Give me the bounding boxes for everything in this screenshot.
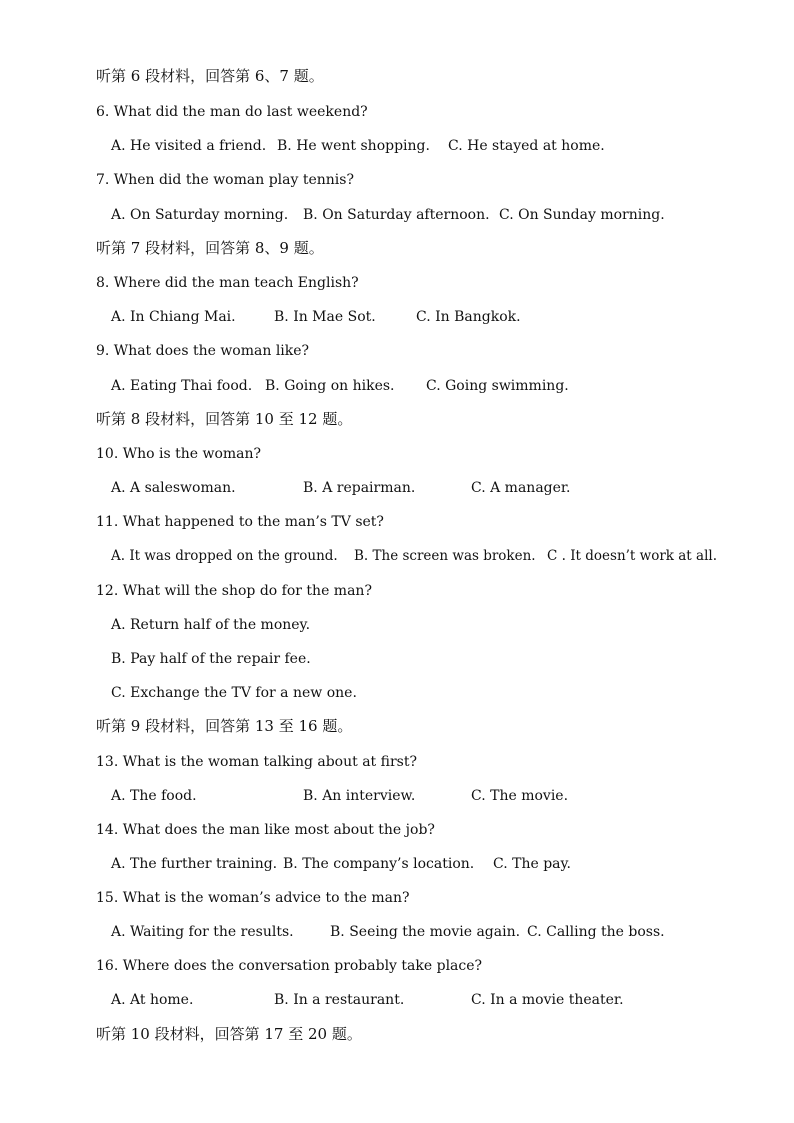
question-6: 6. What did the man do last weekend? bbox=[96, 104, 368, 120]
option-7-a: A. On Saturday morning. bbox=[111, 207, 289, 223]
option-9-b: B. Going on hikes. bbox=[265, 378, 395, 394]
option-12-c: C. Exchange the TV for a new one. bbox=[111, 685, 357, 701]
option-7-b: B. On Saturday afternoon. bbox=[303, 207, 490, 223]
section-heading-6: 听第 6 段材料，回答第 6、7 题。 bbox=[96, 67, 324, 85]
option-13-b: B. An interview. bbox=[303, 788, 416, 804]
section-heading-7: 听第 7 段材料，回答第 8、9 题。 bbox=[96, 239, 324, 257]
option-8-a: A. In Chiang Mai. bbox=[111, 309, 236, 325]
option-6-c: C. He stayed at home. bbox=[448, 138, 605, 154]
option-10-b: B. A repairman. bbox=[303, 480, 416, 496]
option-6-a: A. He visited a friend. bbox=[111, 138, 267, 154]
option-11-a: A. It was dropped on the ground. bbox=[111, 548, 338, 564]
option-9-c: C. Going swimming. bbox=[426, 378, 569, 394]
section-heading-9: 听第 9 段材料，回答第 13 至 16 题。 bbox=[96, 717, 353, 735]
option-16-c: C. In a movie theater. bbox=[471, 992, 624, 1008]
question-7: 7. When did the woman play tennis? bbox=[96, 172, 354, 188]
section-heading-10: 听第 10 段材料，回答第 17 至 20 题。 bbox=[96, 1025, 362, 1043]
question-8: 8. Where did the man teach English? bbox=[96, 275, 359, 291]
option-9-a: A. Eating Thai food. bbox=[111, 378, 253, 394]
option-6-b: B. He went shopping. bbox=[277, 138, 430, 154]
option-15-c: C. Calling the boss. bbox=[527, 924, 665, 940]
option-10-a: A. A saleswoman. bbox=[111, 480, 236, 496]
question-12: 12. What will the shop do for the man? bbox=[96, 583, 372, 599]
option-15-a: A. Waiting for the results. bbox=[111, 924, 294, 940]
option-15-b: B. Seeing the movie again. bbox=[330, 924, 521, 940]
option-11-c: C . It doesn’t work at all. bbox=[547, 548, 717, 564]
option-8-c: C. In Bangkok. bbox=[416, 309, 521, 325]
question-15: 15. What is the woman’s advice to the man? bbox=[96, 890, 410, 906]
question-14: 14. What does the man like most about the job? bbox=[96, 822, 435, 838]
option-14-c: C. The pay. bbox=[493, 856, 572, 872]
option-11-b: B. The screen was broken. bbox=[354, 548, 536, 564]
option-12-b: B. Pay half of the repair fee. bbox=[111, 651, 311, 667]
option-13-a: A. The food. bbox=[111, 788, 197, 804]
option-16-a: A. At home. bbox=[111, 992, 194, 1008]
option-10-c: C. A manager. bbox=[471, 480, 571, 496]
question-11: 11. What happened to the man’s TV set? bbox=[96, 514, 384, 530]
option-12-a: A. Return half of the money. bbox=[111, 617, 311, 633]
question-9: 9. What does the woman like? bbox=[96, 343, 310, 359]
option-16-b: B. In a restaurant. bbox=[274, 992, 405, 1008]
option-14-b: B. The company’s location. bbox=[283, 856, 475, 872]
section-heading-8: 听第 8 段材料，回答第 10 至 12 题。 bbox=[96, 410, 353, 428]
option-7-c: C. On Sunday morning. bbox=[499, 207, 665, 223]
option-13-c: C. The movie. bbox=[471, 788, 569, 804]
option-14-a: A. The further training. bbox=[111, 856, 278, 872]
question-16: 16. Where does the conversation probably take place? bbox=[96, 958, 483, 974]
question-13: 13. What is the woman talking about at first? bbox=[96, 754, 417, 770]
question-10: 10. Who is the woman? bbox=[96, 446, 262, 462]
option-8-b: B. In Mae Sot. bbox=[274, 309, 376, 325]
